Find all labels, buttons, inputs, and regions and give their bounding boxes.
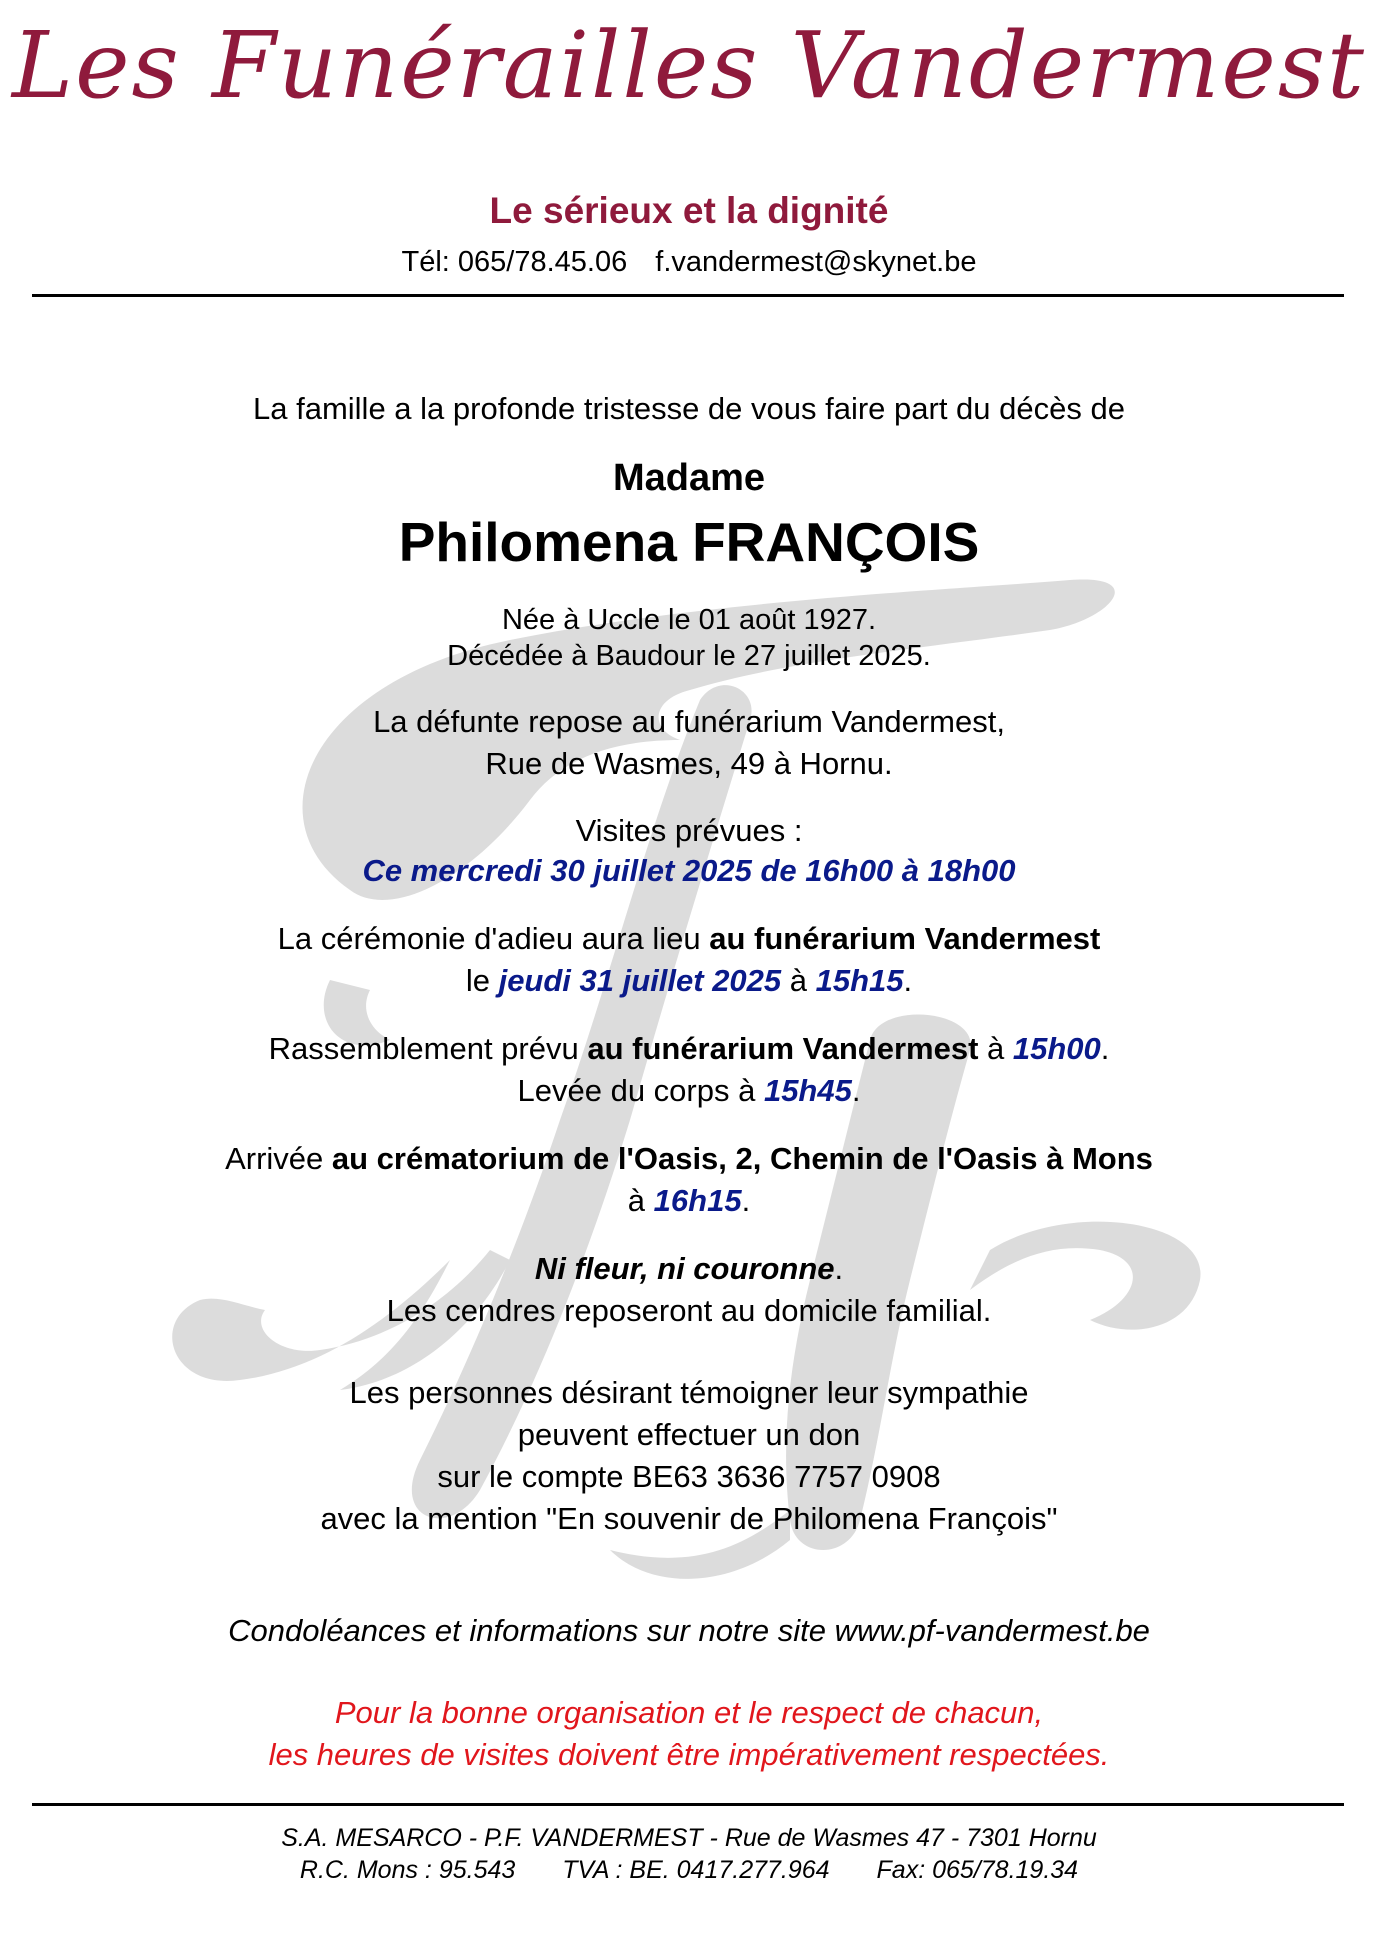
rest-place-line1: La défunte repose au funérarium Vandermest, [373,704,1005,739]
visits-label: Visites prévues : [575,813,803,848]
gathering-line [0,1031,1378,1067]
donation-line2: peuvent effectuer un don [517,1417,861,1452]
donation-line1: Les personnes désirant témoigner leur sympathie [349,1375,1029,1410]
honorific: Madame [612,457,766,499]
top-divider [32,294,1344,297]
phone-number: Tél: 065/78.45.06 [401,246,628,278]
deceased-name: Philomena FRANÇOIS [398,511,980,573]
arrival-a: à [627,1183,654,1218]
ceremony-prefix: La cérémonie d'adieu aura lieu [277,921,710,956]
bottom-divider [32,1803,1344,1806]
ceremony-le: le [465,963,499,998]
flowers-text: Ni fleur, ni couronne [534,1251,835,1286]
company-script-title: Les Funérailles Vandermest [11,12,1367,119]
lift-time: 15h45 [763,1073,852,1108]
footer-line1: S.A. MESARCO - P.F. VANDERMEST - Rue de Wasmes 47 - 7301 Hornu [281,1824,1097,1852]
ceremony-a: à [781,963,816,998]
flowers-dot: . [834,1251,844,1286]
warning-line2: les heures de visites doivent être impérativement respectées. [268,1737,1110,1772]
arrival-prefix: Arrivée [225,1141,332,1176]
company-slogan: Le sérieux et la dignité [489,190,889,231]
gathering-time: 15h00 [1012,1031,1101,1066]
lift-line [0,1073,1378,1109]
ceremony-line1 [0,921,1378,957]
donation-line3: sur le compte BE63 3636 7757 0908 [437,1459,941,1494]
rest-place-line2: Rue de Wasmes, 49 à Hornu. [485,746,893,781]
arrival-line2 [0,1183,1378,1219]
arrival-place: au crématorium de l'Oasis, 2, Chemin de l'Oasis à Mons [331,1141,1153,1176]
arrival-dot: . [741,1183,751,1218]
lift-dot: . [851,1073,861,1108]
gathering-dot: . [1100,1031,1110,1066]
gathering-place: au funérarium Vandermest [587,1031,979,1066]
visits-time: Ce mercredi 30 juillet 2025 de 16h00 à 18h00 [362,853,1016,888]
gathering-prefix: Rassemblement prévu [268,1031,588,1066]
footer-rc: R.C. Mons : 95.543 [299,1856,516,1884]
footer-line2 [0,1856,1378,1885]
website-line: Condoléances et informations sur notre site www.pf-vandermest.be [228,1613,1150,1648]
email-address: f.vandermest@skynet.be [655,246,977,278]
gathering-a: à [978,1031,1013,1066]
lift-prefix: Levée du corps à [517,1073,764,1108]
ceremony-dot: . [903,963,913,998]
footer-tva: TVA : BE. 0417.277.964 [562,1856,830,1884]
donation-line4: avec la mention "En souvenir de Philomena François" [320,1501,1058,1536]
company-contact [0,246,1378,279]
death-info: Décédée à Baudour le 27 juillet 2025. [447,640,931,672]
ashes-line: Les cendres reposeront au domicile familial. [386,1293,992,1328]
arrival-line1 [0,1141,1378,1177]
ceremony-line2 [0,963,1378,999]
intro-text: La famille a la profonde tristesse de vous faire part du décès de [253,391,1125,426]
warning-line1: Pour la bonne organisation et le respect de chacun, [334,1695,1044,1730]
ceremony-date: jeudi 31 juillet 2025 [498,963,782,998]
ceremony-time: 15h15 [815,963,904,998]
footer-fax: Fax: 065/78.19.34 [876,1856,1079,1884]
flowers-line [0,1251,1378,1287]
birth-info: Née à Uccle le 01 août 1927. [501,604,877,636]
arrival-time: 16h15 [653,1183,742,1218]
ceremony-place: au funérarium Vandermest [709,921,1101,956]
